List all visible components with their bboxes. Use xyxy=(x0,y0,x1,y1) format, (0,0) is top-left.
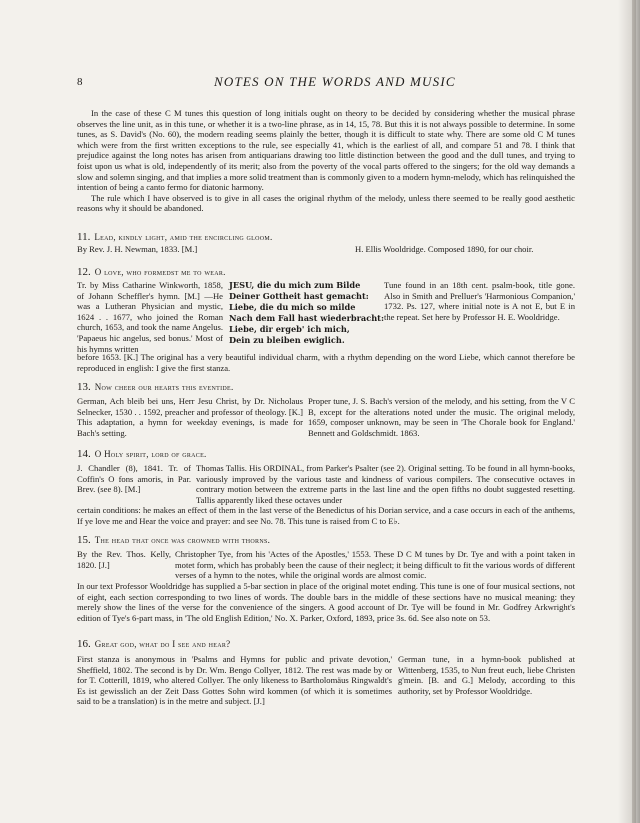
hymn-14-note xyxy=(77,505,575,526)
hymn-12-tune-text: Tune found in an 18th cent. psalm-book, title gone. Also in Smith and Prelluer's 'Harmonious Companion,' 1732. Ps. 127, where initial note is A not E, but E in the repeat. Set here by Professor H. E. Wooldridge. xyxy=(384,280,575,322)
hymn-title: The head that once was crowned with thorns. xyxy=(94,535,271,545)
hymn-14-heading xyxy=(77,448,207,460)
hymn-11-tune: H. Ellis Wooldridge. Composed 1890, for our choir. xyxy=(355,244,534,254)
hymn-16-tune-text: German tune, in a hymn-book published at Wittenberg, 1535, to Nun freut euch, liebe Christen g'mein. [B. and G.] Melody, according to this authority, set by Professor Wooldridge. xyxy=(398,654,575,696)
hymn-13-author-text: German, Ach bleib bei uns, Herr Jesu Christ, by Dr. Nicholaus Selnecker, 1530 . . 1592, preacher and professor of theology. [K.] This adaptation, a hymn for weekday evenings, is made for Bach's setting. xyxy=(77,396,303,438)
hymn-13-author xyxy=(77,396,303,438)
hymn-15-note xyxy=(77,581,575,623)
hymn-13-tune xyxy=(308,396,575,438)
hymn-15-author-text: By the Rev. Thos. Kelly, 1820. [J.] xyxy=(77,549,171,570)
hymn-12-tune xyxy=(384,280,575,322)
hymn-14-tune xyxy=(196,463,575,505)
hymn-16-heading xyxy=(77,638,230,650)
hymn-16-author-text: First stanza is anonymous in 'Psalms and Hymns for public and private devotion,' Sheffield, 1802. The second is by Dr. Wm. Bengo Collyer, 1812. The rest was made by or for T. Cotterill, 1819, who altered Collyer. The only likeness to Bartholomäus Ringwaldt's Es ist gewisslich an der Zeit Dass Gottes Sohn wird kommen (of which it is sometimes said to be a translation) is in the metre and subject. [J.] xyxy=(77,654,392,707)
page-number: 8 xyxy=(77,76,83,88)
hymn-11-author: By Rev. J. H. Newman, 1833. [M.] xyxy=(77,244,198,254)
hymn-12-german-verse xyxy=(229,280,384,346)
hymn-number: 14. xyxy=(77,448,91,460)
german-line: Liebe, dir ergeb' ich mich, xyxy=(229,324,350,334)
hymn-14-tune-text: Thomas Tallis. His ORDINAL, from Parker's Psalter (see 2). Original setting. To be found in all hymn-books, variously improved by the various taste and kindness of various compilers. The consecutive octaves in contrary motion between the extreme parts in the last line and the open fifths no doubt suggested resetting. Tallis apparently liked these octaves under xyxy=(196,463,575,505)
intro-paragraph-2: The rule which I have observed is to give in all cases the original rhythm of the melody, unless there seemed to be really good aesthetic reasons why it should be abandoned. xyxy=(77,192,575,214)
hymn-15-tune xyxy=(175,549,575,581)
hymn-title: Lead, kindly light, amid the encircling gloom. xyxy=(94,232,273,242)
german-line: Nach dem Fall hast wiederbracht: xyxy=(229,313,384,323)
running-title: NOTES ON THE WORDS AND MUSIC xyxy=(214,74,456,89)
intro-text xyxy=(77,108,575,214)
hymn-12-note xyxy=(77,352,575,373)
hymn-12-author-text: Tr. by Miss Catharine Winkworth, 1858, of Johann Scheffler's hymn. [M.] —He was a Lutheran Physician and mystic, 1624 . . 1677, who joined the Roman church, 1653, and took the name Angelus. 'Papaeus hic angelus, sed bonus.' Most of his hymns written xyxy=(77,280,223,354)
hymn-14-author-text: J. Chandler (8), 1841. Tr. of Coffin's O fons amoris, in Par. Brev. (see 8). [M.] xyxy=(77,463,191,495)
german-line: JESU, die du mich zum Bilde xyxy=(229,280,361,290)
german-line: Dein zu bleiben ewiglich. xyxy=(229,335,345,345)
hymn-number: 12. xyxy=(77,266,91,278)
hymn-number: 16. xyxy=(77,638,91,650)
hymn-15-note-text: In our text Professor Wooldridge has supplied a 5-bar section in place of the original motet ending. This tune is one of four musical sections, not of eight, each section corresponding to two lines of words. The double bars in the middle of these sections have no musical meaning: they merely show the lines of the verse for the convenience of the singers. A good account of Dr. Tye will be found in Mr. Godfrey Arkwright's edition of Tye's 6-part mass, in 'The old English Edition,' No. X. Parker, Oxford, 1893, price 3s. 6d. See also note on 53. xyxy=(77,581,575,623)
hymn-14-author xyxy=(77,463,191,495)
hymn-16-author xyxy=(77,654,392,707)
german-line: Liebe, die du mich so milde xyxy=(229,302,356,312)
hymn-14-note-text: certain conditions: he makes an effect of them in the last verse of the Benedictus of his Dorian service, and a case occurs in each of the anthems, If ye love me and Hear the voice and prayer: and see No. 78. This tune is raised from C to E♭. xyxy=(77,505,575,526)
hymn-15-author xyxy=(77,549,171,570)
hymn-13-tune-text: Proper tune, J. S. Bach's version of the melody, and his setting, from the V C B, except for the alterations noted under the music. The original melody, 1659, composer unknown, may be seen in 'The Chorale book for England.' Bennett and Goldschmidt. 1863. xyxy=(308,396,575,438)
hymn-16-tune xyxy=(398,654,575,696)
hymn-title: O Holy spirit, lord of grace. xyxy=(94,449,207,459)
hymn-title: Great god, what do I see and hear? xyxy=(94,639,231,649)
hymn-15-heading xyxy=(77,534,270,546)
hymn-12-heading xyxy=(77,266,226,278)
hymn-12-author xyxy=(77,280,223,354)
hymn-15-tune-text: Christopher Tye, from his 'Actes of the Apostles,' 1553. These D C M tunes by Dr. Tye and with a point taken in motet form, which has probably been the cause of their neglect; it being difficult to fit the various words of different verses of a hymn to the notes, while the original words are almost comic. xyxy=(175,549,575,581)
hymn-number: 13. xyxy=(77,381,91,393)
hymn-number: 15. xyxy=(77,534,91,546)
hymn-number: 11. xyxy=(77,231,91,243)
hymn-title: O love, who formedst me to wear. xyxy=(94,267,226,277)
intro-paragraph-1: In the case of these C M tunes this question of long initials ought on theory to be decided by considering whether the musical phrase observes the line unit, as in this tune, or whether it is a two-line phrase, as in 14, 15, 78. But this it is not always possible to determine. In some tunes, as S. David's (No. 60), the modern reading seems plainly the better, though it is difficult to state why. There are some old C M tunes which were from the first written exceptions to the rule, see especially 41, which is the earliest of all, and compare 51 and 78. I think that prejudice against the long notes has arisen from antiquarians drawing too little distinction between the good and the dull tunes, and trying to foist upon us what is old, independently of its merit; also from the poverty of the vocal parts offered to the singers; for the old way demands a slow and solemn singing, and that implies a more solid treatment than is commonly given to a modern hymn-melody, which has relinquished the intention of being a canto fermo for diatonic harmony. xyxy=(77,108,575,193)
hymn-11-heading xyxy=(77,231,273,243)
hymn-title: Now cheer our hearts this eventide. xyxy=(94,382,234,392)
page-edge-shadow xyxy=(618,0,640,823)
hymn-13-heading xyxy=(77,381,234,393)
page-edge-line xyxy=(632,0,636,823)
hymn-12-note-text: before 1653. [K.] The original has a very beautiful individual charm, with a rhythm depending on the word Liebe, which cannot therefore be reproduced in english: I give the first stanza. xyxy=(77,352,575,373)
german-line: Deiner Gottheit hast gemacht: xyxy=(229,291,369,301)
